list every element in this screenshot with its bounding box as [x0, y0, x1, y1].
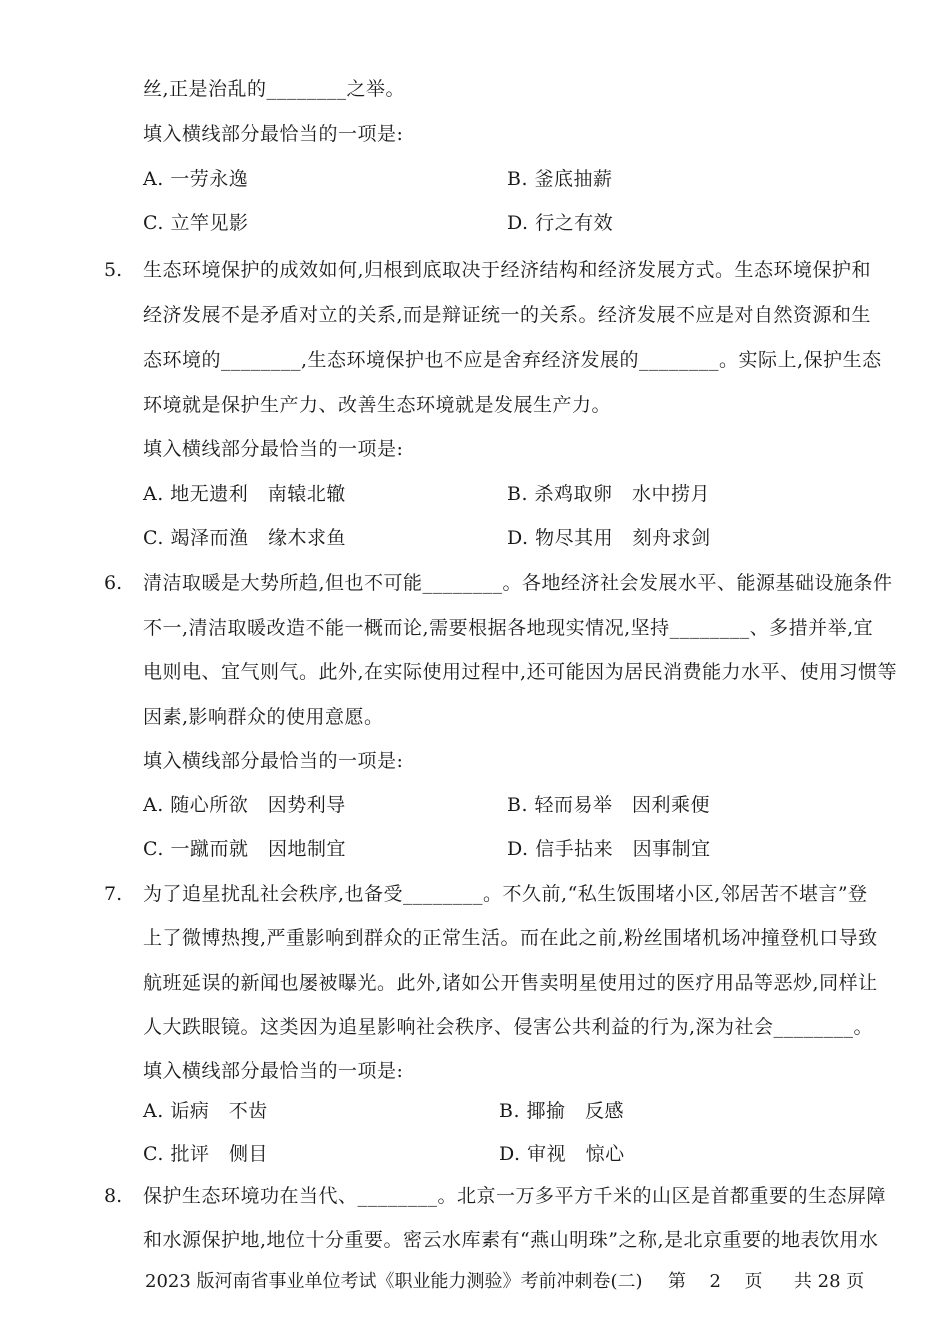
q6-option-b: B. 轻而易举 因利乘便 — [507, 794, 711, 816]
q5-option-b: B. 杀鸡取卵 水中捞月 — [507, 483, 711, 505]
q4-option-a: A. 一劳永逸 — [143, 168, 249, 190]
q4-stem-end: 丝,正是治乱的________之举。 — [143, 78, 406, 100]
q6-option-a: A. 随心所欲 因势利导 — [143, 794, 346, 816]
q4-option-b: B. 釜底抽薪 — [507, 168, 613, 190]
footer-page-unit: 页 — [744, 1271, 763, 1292]
q7-option-c: C. 批评 侧目 — [143, 1143, 268, 1165]
q6-option-d: D. 信手拈来 因事制宜 — [507, 838, 711, 860]
q8-line-1: 保护生态环境功在当代、________。北京一万多平方千米的山区是首都重要的生态屏障 — [143, 1185, 887, 1207]
q5-line-3: 态环境的________,生态环境保护也不应是舍弃经济发展的________。实际上,保护生态 — [143, 349, 882, 371]
q6-line-1: 清洁取暖是大势所趋,但也不可能________。各地经济社会发展水平、能源基础设施条件 — [143, 572, 893, 594]
q7-prompt: 填入横线部分最恰当的一项是: — [143, 1060, 404, 1082]
q5-line-4: 环境就是保护生产力、改善生态环境就是发展生产力。 — [143, 394, 612, 416]
q7-line-2: 上了微博热搜,严重影响到群众的正常生活。而在此之前,粉丝围堵机场冲撞登机口导致 — [143, 927, 878, 949]
q5-number: 5. — [104, 259, 123, 281]
q5-line-1: 生态环境保护的成效如何,归根到底取决于经济结构和经济发展方式。生态环境保护和 — [143, 259, 872, 281]
q6-prompt: 填入横线部分最恰当的一项是: — [143, 750, 404, 772]
q7-option-a: A. 诟病 不齿 — [143, 1100, 268, 1122]
q6-option-c: C. 一蹴而就 因地制宜 — [143, 838, 346, 860]
footer-page-label: 第 — [668, 1271, 687, 1292]
q5-option-d: D. 物尽其用 刻舟求剑 — [507, 527, 711, 549]
q7-option-d: D. 审视 惊心 — [499, 1143, 625, 1165]
q8-number: 8. — [104, 1185, 123, 1207]
q7-number: 7. — [104, 883, 123, 905]
footer-title: 2023 版河南省事业单位考试《职业能力测验》考前冲刺卷(二) — [145, 1271, 643, 1292]
q6-number: 6. — [104, 572, 123, 594]
q4-option-d: D. 行之有效 — [507, 212, 614, 234]
footer-total-pages: 共 28 页 — [793, 1271, 865, 1292]
q6-line-3: 电则电、宜气则气。此外,在实际使用过程中,还可能因为居民消费能力水平、使用习惯等 — [143, 661, 898, 683]
q7-option-b: B. 揶揄 反感 — [499, 1100, 625, 1122]
q5-option-c: C. 竭泽而渔 缘木求鱼 — [143, 527, 346, 549]
q8-line-2: 和水源保护地,地位十分重要。密云水库素有“燕山明珠”之称,是北京重要的地表饮用水 — [143, 1229, 879, 1251]
q7-line-3: 航班延误的新闻也屡被曝光。此外,诸如公开售卖明星使用过的医疗用品等恶炒,同样让 — [143, 972, 878, 994]
q4-option-c: C. 立竿见影 — [143, 212, 249, 234]
page-footer — [145, 1269, 864, 1295]
q5-option-a: A. 地无遗利 南辕北辙 — [143, 483, 346, 505]
q7-line-1: 为了追星扰乱社会秩序,也备受________。不久前,“私生饭围堵小区,邻居苦不堪言”登 — [143, 883, 868, 905]
q5-prompt: 填入横线部分最恰当的一项是: — [143, 438, 404, 460]
q6-line-2: 不一,清洁取暖改造不能一概而论,需要根据各地现实情况,坚持________、多措并举,宜 — [143, 617, 874, 639]
footer-page-number: 2 — [709, 1271, 721, 1292]
q7-line-4: 人大跌眼镜。这类因为追星影响社会秩序、侵害公共利益的行为,深为社会________。 — [143, 1016, 874, 1038]
q6-line-4: 因素,影响群众的使用意愿。 — [143, 706, 384, 728]
q4-prompt: 填入横线部分最恰当的一项是: — [143, 123, 404, 145]
q5-line-2: 经济发展不是矛盾对立的关系,而是辩证统一的关系。经济发展不应是对自然资源和生 — [143, 304, 872, 326]
